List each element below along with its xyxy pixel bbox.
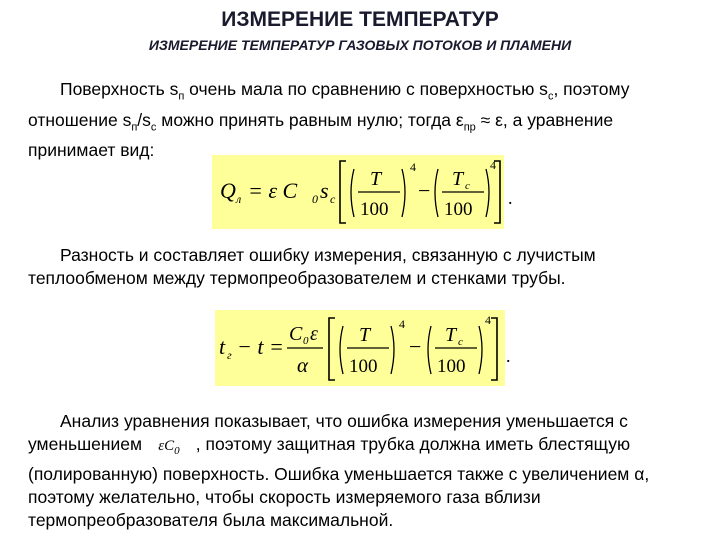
p1-text-d: /s xyxy=(137,109,151,130)
f2-paren-2-left xyxy=(428,326,431,374)
f1-minus: − xyxy=(418,178,431,203)
f2-den-2: 100 xyxy=(437,356,466,377)
f2-left-bracket xyxy=(329,318,335,380)
p1-sub-5: пр xyxy=(463,121,476,133)
f1-paren-1-left xyxy=(351,169,354,217)
p1-sub-2: с xyxy=(547,90,554,103)
f1-lhs: Q xyxy=(220,178,236,203)
f1-paren-2-right xyxy=(486,169,489,217)
p3-inline-math xyxy=(147,435,191,463)
formula-radiative-heat-flux xyxy=(212,155,504,229)
f1-exp-2: 4 xyxy=(490,158,496,172)
paragraph-1 xyxy=(28,78,698,162)
f2-minus-t: − t = xyxy=(237,334,284,359)
f1-c-sub: 0 xyxy=(312,192,318,206)
f2-den-1: 100 xyxy=(349,356,378,377)
formula-measurement-error xyxy=(215,310,505,386)
p1-sub-3: п xyxy=(131,121,138,133)
p1-text-a: Поверхность s xyxy=(60,79,179,99)
f1-paren-2-left xyxy=(435,169,438,217)
f2-num-2: T xyxy=(445,324,457,346)
formula-2-svg xyxy=(215,310,505,386)
p3-math: εC xyxy=(158,438,175,454)
f2-paren-1-left xyxy=(340,326,343,374)
f1-num-2-sub: c xyxy=(465,180,470,192)
f2-minus: − xyxy=(409,334,422,359)
f2-num-2-sub: c xyxy=(458,336,463,348)
f1-s-sub: c xyxy=(330,192,336,206)
p1-text-b: очень мала по сравнению с поверхностью s xyxy=(184,79,548,99)
f1-lhs-sub: л xyxy=(236,192,242,206)
p1-sub-1: п xyxy=(178,90,185,103)
f2-period: . xyxy=(506,346,511,366)
f2-frac-num: C xyxy=(289,323,303,345)
p3-text-b: , поэтому защитная трубка должна иметь блестящую (полированную) поверхность. Ошибка уменьшается также с увеличением α, поэтому желательно, чтобы скорость измеряемого газа вблизи термопреобразователя была максимальной. xyxy=(28,434,650,530)
paragraph-2 xyxy=(28,244,698,290)
f1-num-1: T xyxy=(370,168,382,190)
f1-s: s xyxy=(320,178,329,203)
page-subtitle: ИЗМЕРЕНИЕ ТЕМПЕРАТУР ГАЗОВЫХ ПОТОКОВ И ПЛАМЕНИ xyxy=(148,37,572,53)
f2-frac-num-sub: 0 xyxy=(303,335,309,347)
p1-text-f: ≈ ε, а уравнение принимает вид: xyxy=(28,109,614,160)
page-title: ИЗМЕРЕНИЕ ТЕМПЕРАТУР xyxy=(221,8,499,31)
f2-exp-1: 4 xyxy=(399,317,405,331)
p1-sub-4: с xyxy=(150,121,157,133)
f2-frac-den: α xyxy=(297,353,309,377)
f2-num-1: T xyxy=(359,324,371,346)
f1-eq: = ε C xyxy=(248,178,298,203)
p1-text-c: , поэтому отношение s xyxy=(28,79,630,130)
f2-t-g: t xyxy=(219,334,226,359)
p3-text-a: Анализ уравнения показывает, что ошибка измерения уменьшается с уменьшением xyxy=(28,411,628,454)
f2-paren-1-right xyxy=(391,326,394,374)
formula-1-svg xyxy=(212,155,504,229)
f2-paren-2-right xyxy=(479,326,482,374)
f2-right-bracket xyxy=(491,318,497,380)
f2-frac-num-eps: ε xyxy=(310,323,318,345)
p2-text: Разность и составляет ошибку измерения, связанную с лучистым теплообменом между термопреобразователем и стенками трубы. xyxy=(28,245,596,288)
p1-text-e: можно принять равным нулю; тогда ε xyxy=(156,109,464,130)
f2-t-g-sub: г xyxy=(227,348,232,362)
f1-period: . xyxy=(508,188,513,208)
f1-den-2: 100 xyxy=(444,199,473,220)
f1-exp-1: 4 xyxy=(410,160,416,174)
f1-paren-1-right xyxy=(402,169,405,217)
p3-math-sub: 0 xyxy=(174,445,180,457)
f1-num-2: T xyxy=(452,168,464,190)
f1-left-bracket xyxy=(340,161,346,223)
f2-exp-2: 4 xyxy=(485,313,491,327)
f1-den-1: 100 xyxy=(360,199,389,220)
paragraph-3 xyxy=(28,410,698,532)
